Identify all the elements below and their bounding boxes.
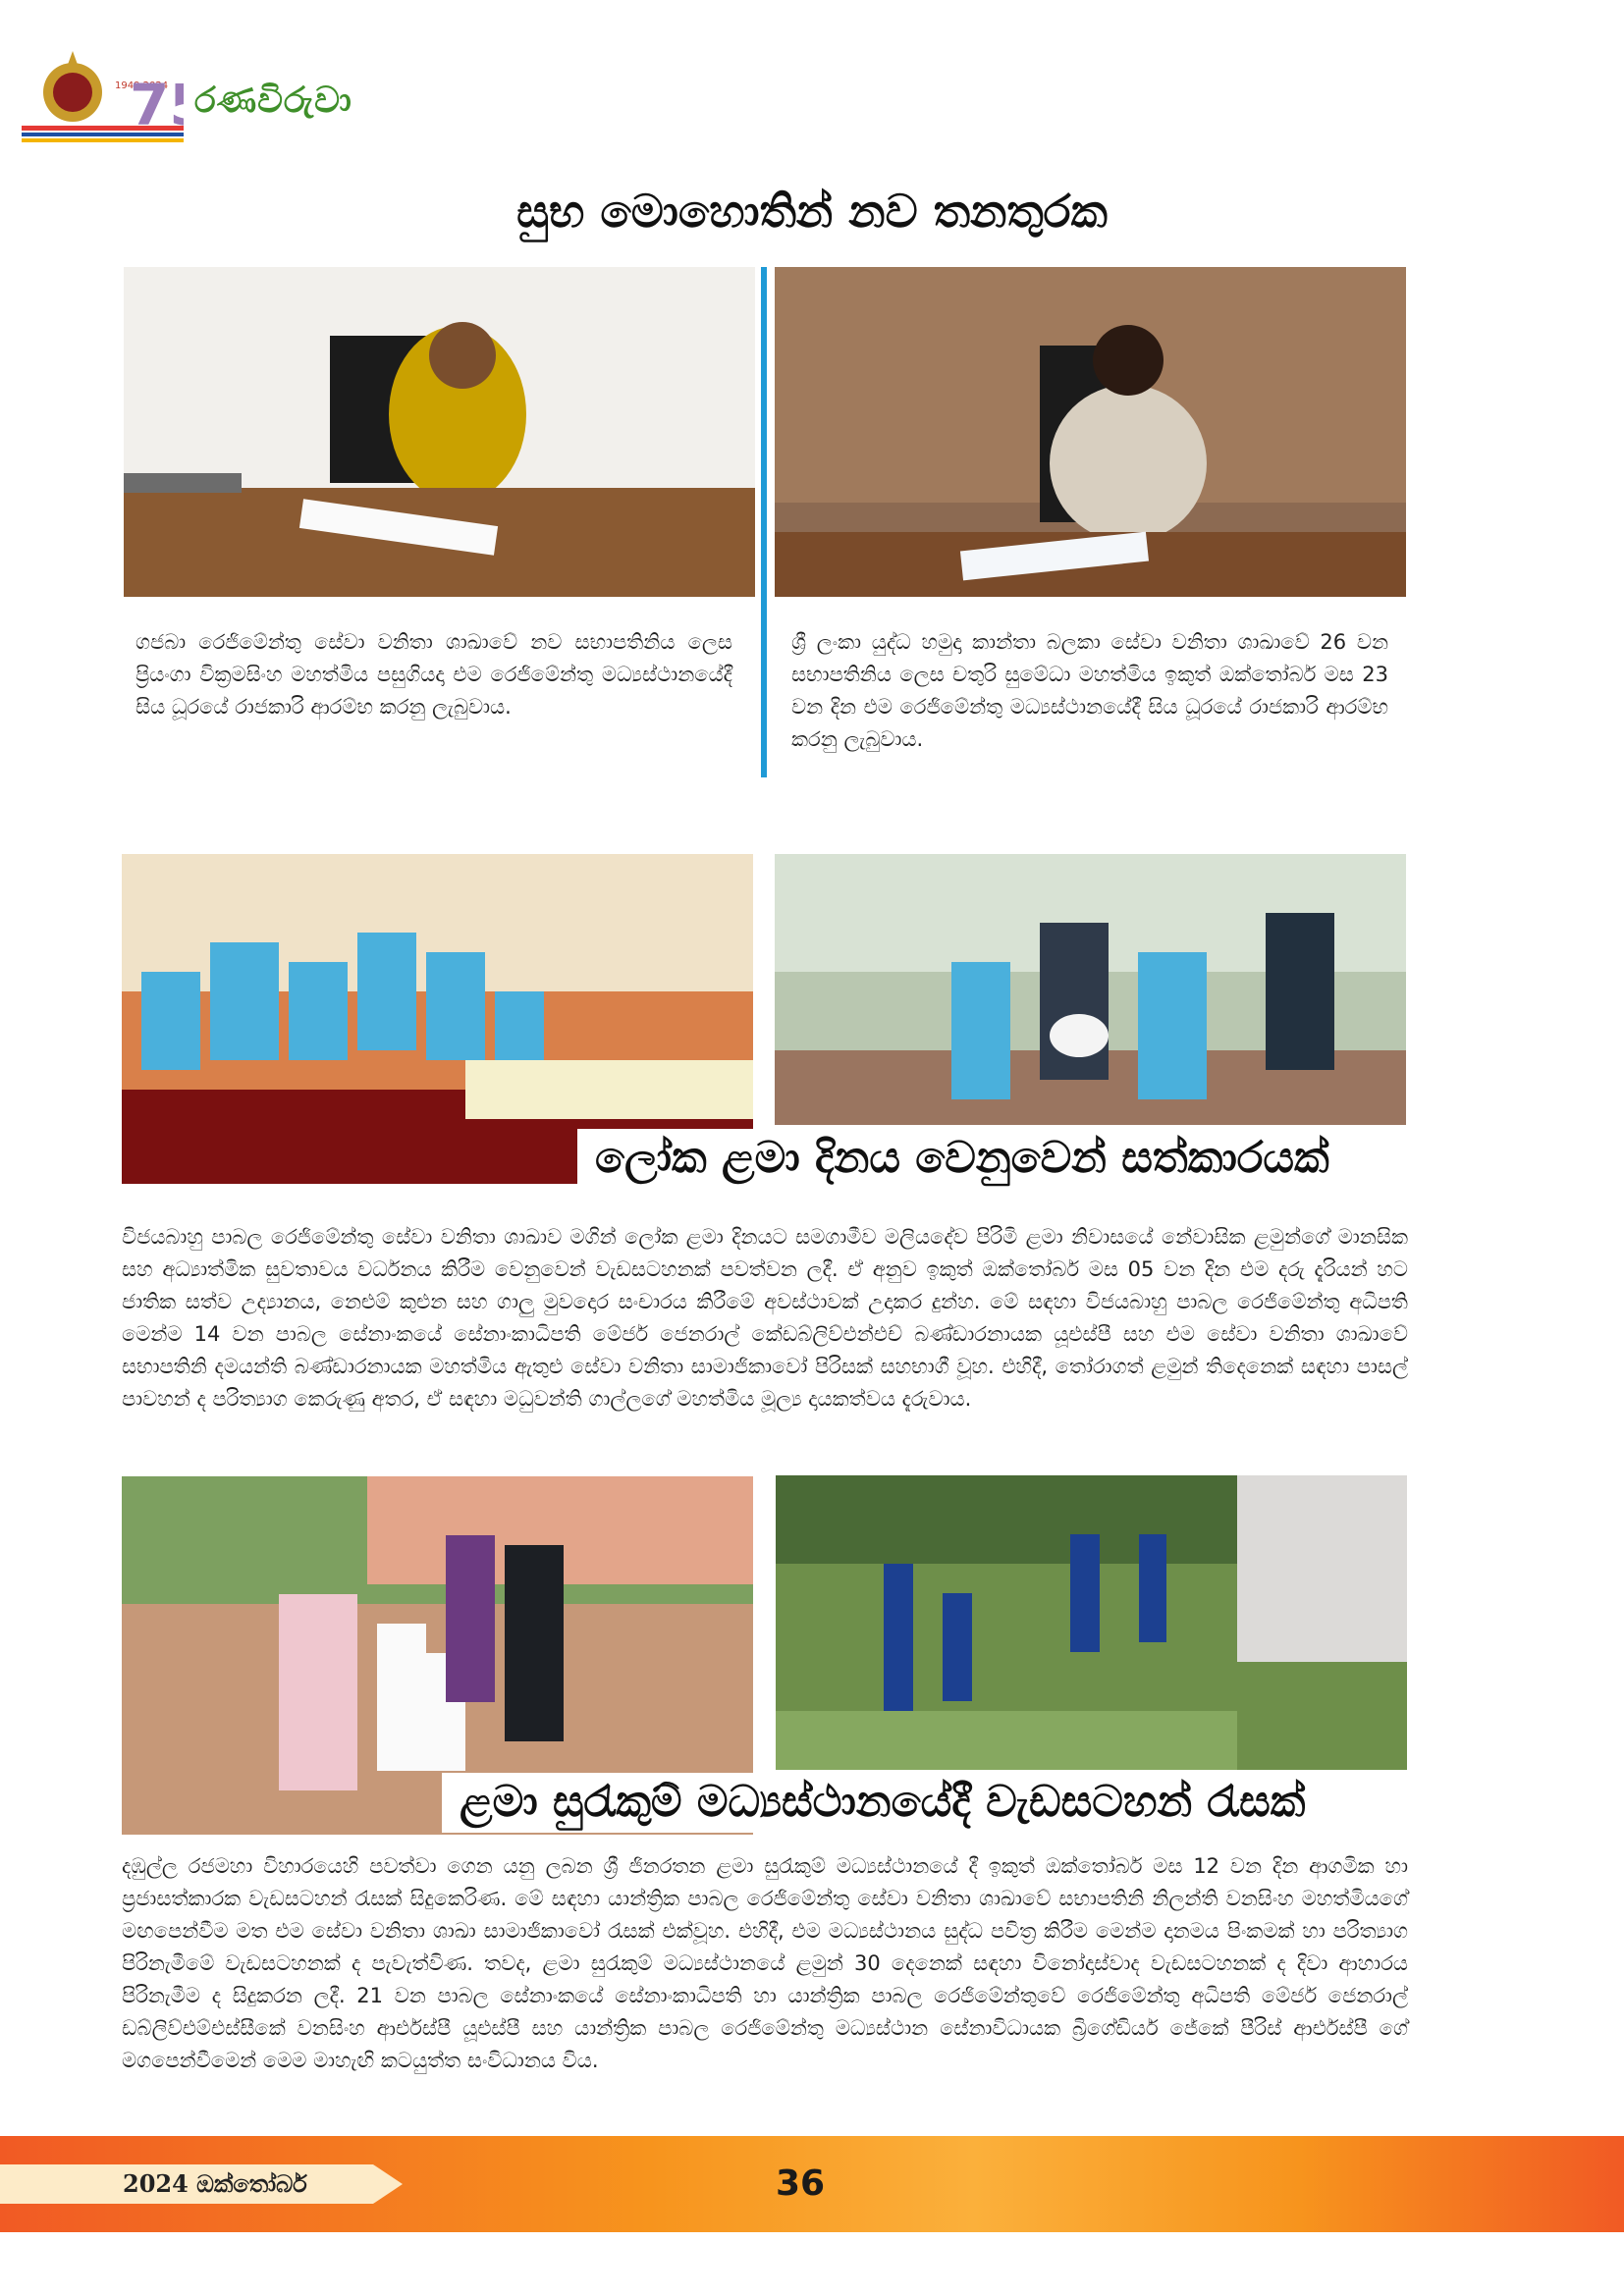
logo-years: 1949 2024 [115,80,169,91]
caption-right: ශ්‍රී ලංකා යුද්ධ හමුදා කාන්තා බලකා සේවා වනිතා ශාඛාවේ 26 වන සභාපතිනිය ලෙස චතුරි සුමේධා මහත්මිය ඉකුත් ඔක්තෝබර් මස 23 වන දින එම රෙජිමේන්තු මධ්‍යස්ථානයේදී සිය ධූරයේ රාජකාරි ආරම්භ කරනු ලැබුවාය. [791,630,1388,751]
photo-woman-signing-desk-left [124,267,755,597]
footer-date: 2024 ඔක්තෝබර් [123,2169,307,2198]
logo-number: 7 [130,72,170,138]
photo-outdoor-gift-handover [775,854,1406,1125]
section3-title: ළමා සුරැකුම් මධ්‍යස්ථානයේදී වැඩසටහන් රැසක් [442,1773,1323,1833]
photo-woman-signing-desk-right [775,267,1406,597]
section3-body: දඹුල්ල රජමහා විහාරයෙහි පවත්වා ගෙන යනු ලබන ශ්‍රී ජිනරතන ළමා සුරැකුම් මධ්‍යස්ථානයේ දී ඉකුත් ඔක්තෝබර් මස 12 වන දින ආගමික හා ප්‍රජාසත්කාරක වැඩසටහන් රැසක් සිදුකෙරිණ. මේ සඳහා යාන්ත්‍රික පාබල රෙජිමේන්තු සේවා වනිතා ශාඛාවේ සභාපතිනි නිලන්ති වනසිංහ මහත්මියගේ මඟපෙන්වීම මත එම සේවා වනිතා ශාඛා සාමාජිකාවෝ රැසක් එක්වූහ. එහිදී, එම මධ්‍යස්ථානය සුද්ධ පවිත්‍ර කිරීම මෙන්ම දානමය පිංකමක් හා පරිත්‍යාග පිරිනැමීමේ වැඩසටහනක් ද පැවැත්විණ. තවද, ළමා සුරැකුම් මධ්‍යස්ථානයේ ළමුන් 30 දෙනෙක් සඳහා විනෝදාස්වාද වැඩසටහනක් ද දිවා ආහාරය පිරිනැමීම ද සිදුකරන ලදී. 21 වන පාබල සේනාංකයේ සේනාංකාධිපති හා යාන්ත්‍රික පාබල රෙජිමේන්තුවේ රෙජිමේන්තු අධිපති මේජර් ජෙනරාල් ඩබ්ලිව්එම්එස්සීකේ වනසිංහ ආර්එස්පී යූඑස්පී සහ යාන්ත්‍රික පාබල රෙජිමේන්තු මධ්‍යස්ථාන සේනාවිධායක බ්‍රිගේඩියර් ජේකේ පීරිස් ආර්එස්පී ගේ මගපෙන්වීමෙන් මෙම මාහැඟි කටයුත්ත සංවිධානය විය. [122,1854,1408,2072]
photo-cleaning-slope [776,1475,1407,1770]
section2-title: ලෝක ළමා දිනය වෙනුවෙන් සත්කාරයක් [577,1129,1347,1189]
section1-title: සුභ මොහොතින් නව තනතුරක [516,185,1108,238]
brand-name: රණවිරුවා [194,80,352,121]
caption-left: ගජබා රෙජිමේන්තු සේවා වනිතා ශාඛාවේ නව සභාපතිනිය ලෙස ප්‍රියංගා වික්‍රමසිංහ මහත්මිය පසුගියදා එම රෙජිමේන්තු මධ්‍යස්ථානයේදී සිය ධූරයේ රාජකාරි ආරම්භ කරනු ලැබුවාය. [135,630,732,719]
section2-body: විජයබාහු පාබල රෙජිමේන්තු සේවා වනිතා ශාඛාව මගින් ලෝක ළමා දිනයට සමගාමීව මලියදේව පිරිමි ළමා නිවාසයේ නේවාසික ළමුන්ගේ මානසික සහ අධ්‍යාත්මික සුවතාවය වර්ධනය කිරීම වෙනුවෙන් වැඩසටහනක් පවත්වන ලදී. ඒ අනුව ඉකුත් ඔක්තෝබර් මස 05 වන දින එම දරු දැරියන් හට ජාතික සත්ව උද්‍යානය, නෙළුම් කුළුන සහ ගාලු මුවදොර සංචාරය කිරීමේ අවස්ථාවක් උදාකර දුන්හ. මේ සඳහා විජයබාහු පාබල රෙජිමේන්තු අධිපති මෙන්ම 14 වන පාබල සේනාංකයේ සේනාංකාධිපති මේජර් ජෙනරාල් කේඩබ්ලිව්එන්එච් බණ්ඩාරනායක යූඑස්පී සහ එම සේවා වනිතා ශාඛාවේ සභාපතිනි දමයන්ති බණ්ඩාරනායක මහත්මිය ඇතුළු සේවා වනිතා සාමාජිකාවෝ පිරිසක් සහභාගී වූහ. එහිදී, තෝරාගත් ළමුන් තිදෙනෙක් සඳහා පාසල් පාවහන් ද පරිත්‍යාග කෙරුණු අතර, ඒ සඳහා මධුවන්ති ගාල්ලගේ මහත්මිය මූල්‍ය දායකත්වය දැරුවාය. [122,1225,1408,1411]
army-75-years-logo [22,31,184,147]
page-number: 36 [776,2163,826,2204]
column-divider [761,267,767,777]
